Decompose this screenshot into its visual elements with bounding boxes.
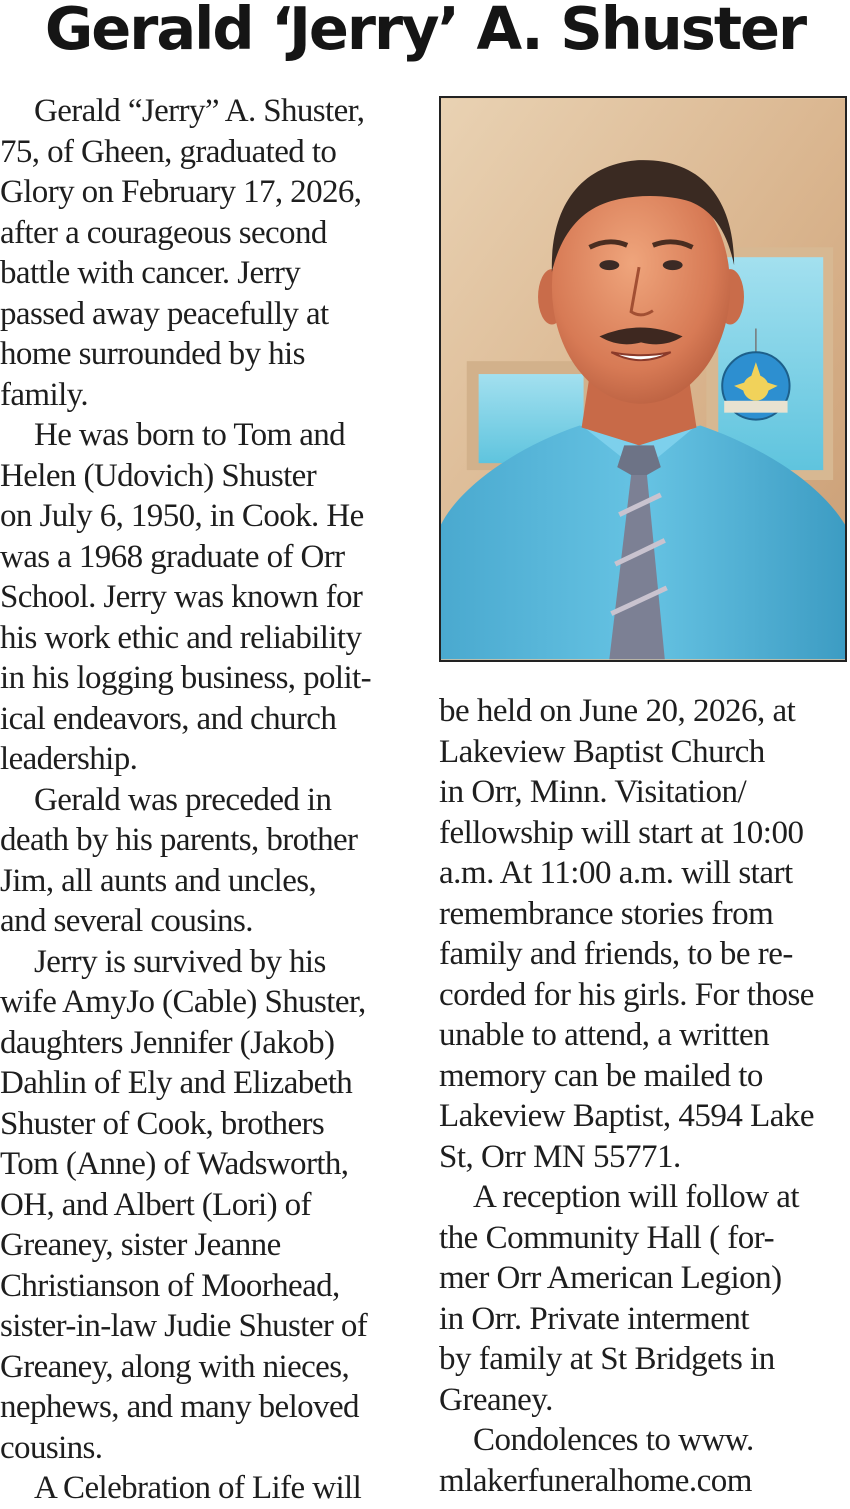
text-line: on July 6, 1950, in Cook. He xyxy=(0,498,364,534)
text-line: family and friends, to be re- xyxy=(439,936,793,972)
portrait-illustration xyxy=(441,98,845,660)
obituary-title: Gerald ‘Jerry’ A. Shuster xyxy=(44,0,806,63)
text-line: ical endeavors, and church xyxy=(0,700,337,737)
text-line: in his logging business, polit- xyxy=(0,660,372,696)
text-line: OH, and Albert (Lori) of xyxy=(0,1186,311,1223)
text-line: sister-in-law Judie Shuster of xyxy=(0,1308,368,1344)
text-line: the Community Hall ( for- xyxy=(439,1219,775,1256)
text-line: Greaney. xyxy=(439,1381,553,1418)
text-line: death by his parents, brother xyxy=(0,822,358,858)
portrait-photo xyxy=(439,96,847,662)
text-line: leadership. xyxy=(0,741,138,777)
text-line: Lakeview Baptist, 4594 Lake xyxy=(439,1098,815,1134)
text-line: St, Orr MN 55771. xyxy=(439,1138,681,1175)
text-line: Tom (Anne) of Wadsworth, xyxy=(0,1146,349,1182)
text-line: was a 1968 graduate of Orr xyxy=(0,538,345,575)
text-line: Glory on February 17, 2026, xyxy=(0,174,362,210)
text-line: family. xyxy=(0,376,89,413)
text-line: Dahlin of Ely and Elizabeth xyxy=(0,1065,353,1101)
text-line: School. Jerry was known for xyxy=(0,579,363,615)
text-line: 75, of Gheen, graduated to xyxy=(0,133,337,170)
obituary-text-left-column xyxy=(0,91,415,1509)
text-line: home surrounded by his xyxy=(0,336,305,372)
text-line: corded for his girls. For those xyxy=(439,976,814,1013)
text-line: unable to attend, a written xyxy=(439,1017,770,1053)
text-line: Christianson of Moorhead, xyxy=(0,1267,340,1304)
text-line: his work ethic and reliability xyxy=(0,619,362,656)
text-line: passed away peacefully at xyxy=(0,295,329,332)
text-line: Lakeview Baptist Church xyxy=(439,733,765,770)
text-line: by family at St Bridgets in xyxy=(439,1341,775,1377)
text-line: He was born to Tom and xyxy=(34,417,346,453)
text-line: in Orr. Private interment xyxy=(439,1300,750,1337)
text-line: wife AmyJo (Cable) Shuster, xyxy=(0,984,366,1020)
text-line: Jim, all aunts and uncles, xyxy=(0,862,317,899)
text-line: mer Orr American Legion) xyxy=(439,1260,782,1296)
text-line: Gerald “Jerry” A. Shuster, xyxy=(34,93,365,129)
text-line: battle with cancer. Jerry xyxy=(0,255,301,291)
text-line: Jerry is survived by his xyxy=(34,943,326,980)
text-line: after a courageous second xyxy=(0,214,327,251)
text-line: fellowship will start at 10:00 xyxy=(439,814,804,851)
text-line: be held on June 20, 2026, at xyxy=(439,693,796,729)
text-line: A reception will follow at xyxy=(473,1179,800,1215)
text-line: Helen (Udovich) Shuster xyxy=(0,457,317,494)
text-line: Greaney, sister Jeanne xyxy=(0,1227,281,1263)
text-line: Condolences to www. xyxy=(473,1422,754,1458)
text-line: cousins. xyxy=(0,1429,103,1466)
text-line: A Celebration of Life will xyxy=(34,1470,362,1506)
text-line: memory can be mailed to xyxy=(439,1057,763,1094)
text-line: a.m. At 11:00 a.m. will start xyxy=(439,855,793,891)
text-line: nephews, and many beloved xyxy=(0,1389,359,1425)
text-line: mlakerfuneralhome.com xyxy=(439,1462,752,1499)
obituary-text-right-column xyxy=(439,691,849,1501)
text-line: Shuster of Cook, brothers xyxy=(0,1105,325,1142)
text-line: remembrance stories from xyxy=(439,895,774,932)
text-line: daughters Jennifer (Jakob) xyxy=(0,1024,335,1061)
text-line: Gerald was preceded in xyxy=(34,781,332,818)
text-line: in Orr, Minn. Visitation/ xyxy=(439,774,747,810)
text-line: and several cousins. xyxy=(0,903,253,939)
text-line: Greaney, along with nieces, xyxy=(0,1348,350,1385)
